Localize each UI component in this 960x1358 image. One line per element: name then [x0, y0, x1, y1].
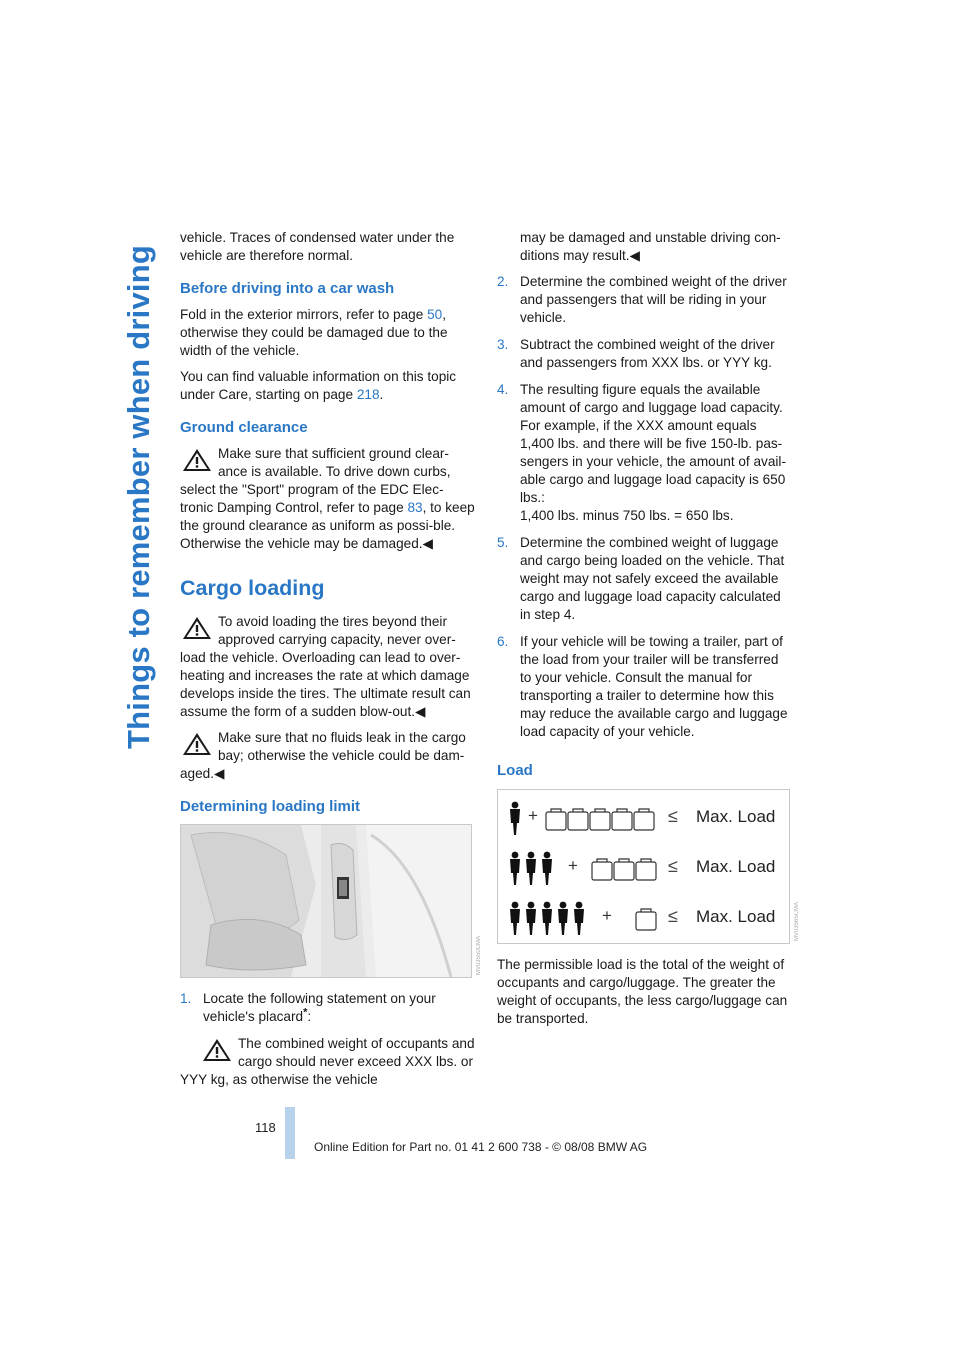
occupants-and-luggage-icons	[498, 896, 658, 940]
door-pillar-placard-photo	[180, 824, 482, 978]
car-wash-paragraph-1: Fold in the exterior mirrors, refer to page 50, otherwise they could be damaged due to the width of the vehicle.	[180, 307, 448, 358]
section-side-title	[116, 232, 162, 762]
image-code: MV03550CMA	[476, 935, 482, 975]
step-5: 5. Determine the combined weight of luggage and cargo being loaded on the vehicle. That weight may not safely exceed the available cargo and luggage load capacity calculated in step 4.	[497, 535, 785, 622]
plus-sign: +	[568, 856, 578, 875]
step-number: 1.	[180, 991, 192, 1006]
page-link-218[interactable]: 218	[356, 387, 380, 402]
step-4-calculation: 1,400 lbs. minus 750 lbs. = 650 lbs.	[520, 508, 734, 523]
page-link-83[interactable]: 83	[407, 500, 423, 515]
seat-door-illustration	[181, 825, 471, 977]
step-number: 6.	[497, 634, 509, 649]
optional-equipment-asterisk: *	[303, 1006, 308, 1019]
step-number: 2.	[497, 274, 509, 289]
page-link-50[interactable]: 50	[427, 307, 443, 322]
heading-cargo-loading: Cargo loading	[180, 576, 325, 600]
warning-ground-clearance: Make sure that sufficient ground clear-ance is available. To drive down curbs, select the "Sport" program of the EDC Elec-tronic Damping Control, refer to page 83, to keep the ground clearance as uniform as possi-ble. Otherwise the vehicle may be damaged.◀	[180, 446, 475, 551]
less-or-equal-sign: ≤	[668, 856, 678, 876]
footer-edition-text: Online Edition for Part no. 01 41 2 600 738 - © 08/08 BMW AG	[314, 1140, 648, 1154]
section-title-text: Things to remember when driving	[121, 245, 156, 749]
heading-load: Load	[497, 762, 533, 779]
less-or-equal-sign: ≤	[668, 806, 678, 826]
step-3: 3. Subtract the combined weight of the driver and passengers from XXX lbs. or YYY kg.	[497, 337, 775, 370]
max-load-label: Max. Load	[696, 807, 776, 826]
step-2: 2. Determine the combined weight of the driver and passengers that will be riding in your vehicle.	[497, 274, 787, 325]
step-6: 6. If your vehicle will be towing a trailer, part of the load from your trailer will be transferred to your vehicle. Consult the manual for transporting a trailer to determine how this may reduce the available cargo and luggage load capacity of your vehicle.	[497, 634, 788, 739]
right-column	[497, 229, 800, 1036]
step-number: 5.	[497, 535, 509, 550]
warning-triangle-icon	[182, 732, 212, 756]
plus-sign: +	[528, 806, 538, 825]
image-code: MV03565CMA	[794, 901, 800, 941]
footer-accent-bar	[285, 1107, 295, 1159]
warning-overloading: To avoid loading the tires beyond their approved carrying capacity, never over-load the vehicle. Overloading can lead to over-heating and increases the rate at which damage develops inside the tires. The ultimate result can assume the form of a sudden blow-out.◀	[180, 614, 471, 719]
heading-determining-loading-limit: Determining loading limit	[180, 798, 361, 815]
warning-triangle-icon	[202, 1038, 232, 1062]
load-row-2	[498, 846, 789, 890]
max-load-label: Max. Load	[696, 857, 776, 876]
load-diagram	[497, 789, 800, 944]
load-description: The permissible load is the total of the weight of occupants and cargo/luggage. The greater the weight of occupants, the less cargo/luggage can be transported.	[497, 957, 788, 1026]
heading-car-wash: Before driving into a car wash	[180, 280, 395, 297]
intro-paragraph: vehicle. Traces of condensed water under the vehicle are therefore normal.	[180, 230, 455, 263]
warning-triangle-icon	[182, 448, 212, 472]
placard-warning-continuation: may be damaged and unstable driving con-ditions may result.◀	[520, 230, 781, 263]
warning-placard-statement: The combined weight of occupants and cargo should never exceed XXX lbs. or YYY kg, as otherwise the vehicle	[180, 1036, 475, 1087]
step-1: 1. Locate the following statement on your vehicle's placard*:	[180, 991, 436, 1024]
occupants-and-luggage-icons	[498, 796, 658, 840]
step-4: 4. The resulting figure equals the available amount of cargo and luggage load capacity. For example, if the XXX amount equals 1,400 lbs. and there will be five 150-lb. pas-sengers in your vehicle, the amount of avail-able cargo and luggage load capacity is 650 lbs.: 1,400 lbs. minus 750 lbs. = 650 lbs.	[497, 382, 786, 523]
heading-ground-clearance: Ground clearance	[180, 419, 308, 436]
load-row-3	[498, 896, 789, 940]
less-or-equal-sign: ≤	[668, 906, 678, 926]
step-number: 3.	[497, 337, 509, 352]
step-number: 4.	[497, 382, 509, 397]
steps-list-right	[497, 273, 793, 741]
plus-sign: +	[602, 906, 612, 925]
max-load-label: Max. Load	[696, 907, 776, 926]
warning-fluid-leak: Make sure that no fluids leak in the cargo bay; otherwise the vehicle could be dam-aged.◀	[180, 730, 466, 781]
left-column	[180, 229, 482, 1097]
warning-triangle-icon	[182, 616, 212, 640]
load-row-1	[498, 796, 789, 840]
occupants-and-luggage-icons	[498, 846, 658, 890]
car-wash-paragraph-2: You can find valuable information on this topic under Care, starting on page 218.	[180, 369, 457, 402]
page-number: 118	[255, 1120, 276, 1135]
steps-list-left	[180, 990, 476, 1026]
